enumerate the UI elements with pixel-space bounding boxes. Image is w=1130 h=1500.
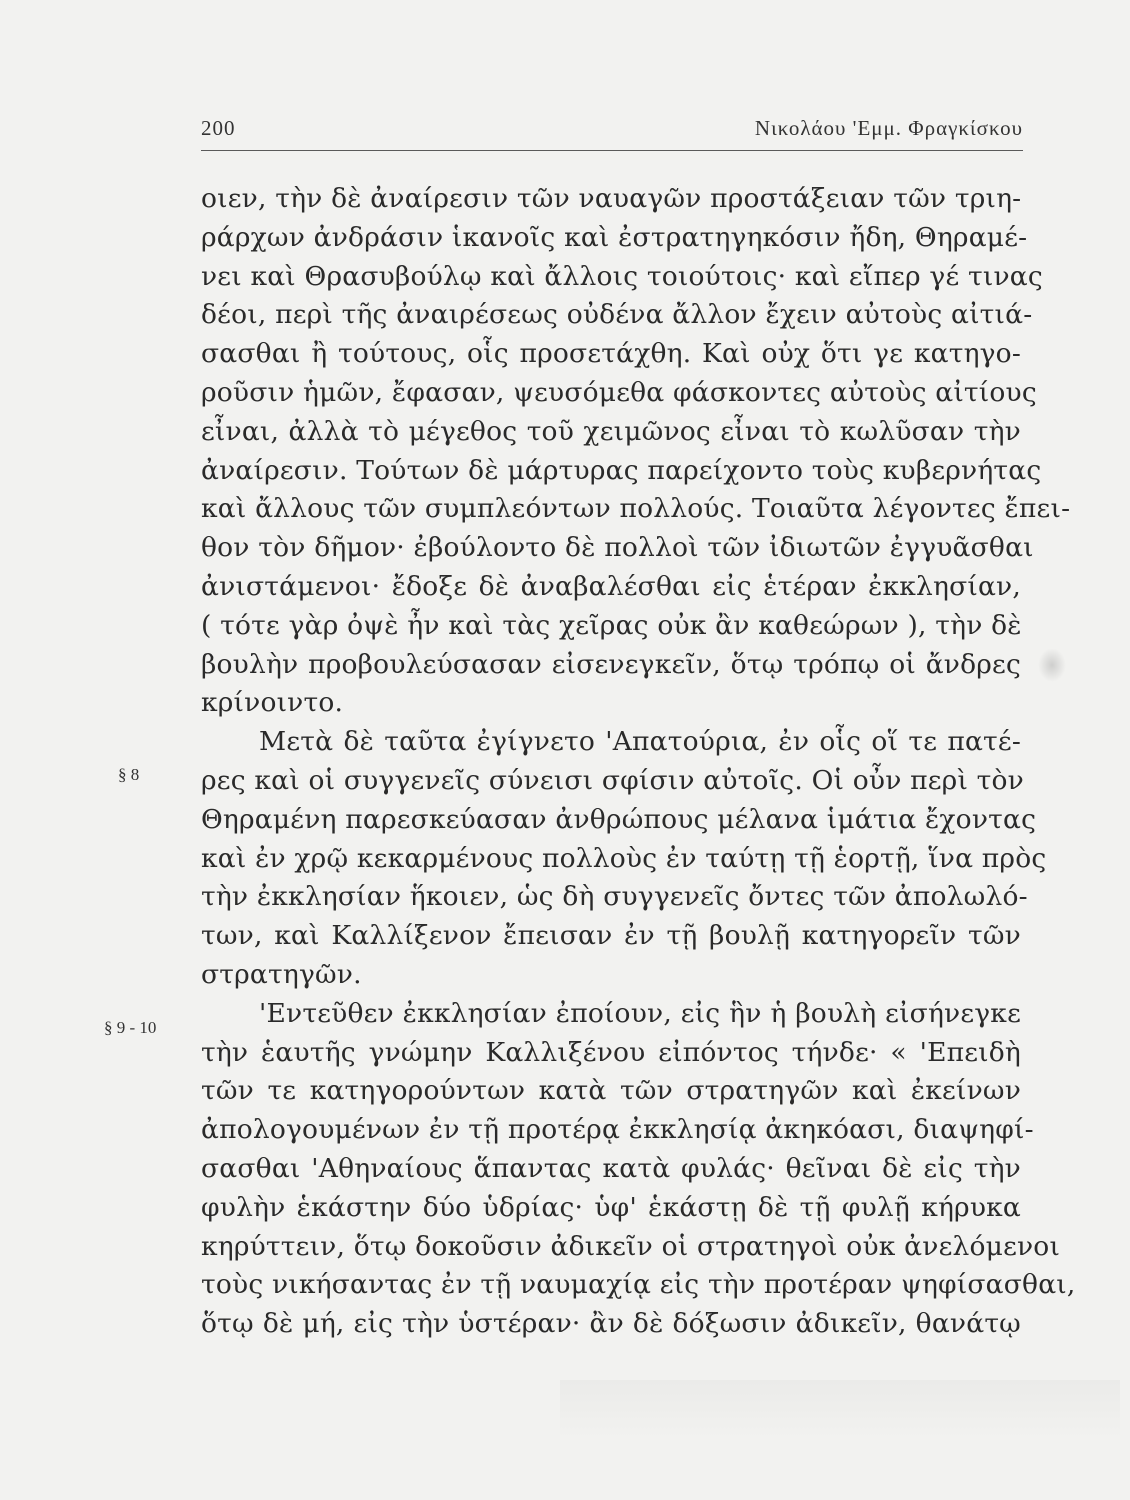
bleed-through-shadow	[560, 1380, 1120, 1440]
text-line: ράρχων ἀνδράσιν ἱκανοῖς καὶ ἐστρατηγηκόσιν ἤδη, Θηραμέ-	[201, 221, 1028, 253]
section-mark-9-10: § 9 - 10	[104, 1018, 157, 1037]
section-mark-8: § 8	[118, 765, 140, 784]
running-head: Νικολάου 'Εμμ. Φραγκίσκου	[754, 116, 1023, 140]
text-line: Θηραμένη παρεσκεύασαν ἀνθρώπους μέλανα ἱμάτια ἔχοντας	[201, 803, 1037, 835]
text-line: τοὺς νικήσαντας ἐν τῇ ναυμαχίᾳ εἰς τὴν προτέραν ψηφίσασθαι,	[201, 1269, 1076, 1301]
ink-smudge	[1038, 648, 1066, 682]
text-line: θον τὸν δῆμον· ἐβούλοντο δὲ πολλοὶ τῶν ἰδιωτῶν ἐγγυᾶσθαι	[201, 532, 1034, 564]
text-line: τῶν τε κατηγορούντων κατὰ τῶν στρατηγῶν καὶ ἐκείνων	[201, 1075, 1021, 1107]
text-line: φυλὴν ἑκάστην δύο ὑδρίας· ὑφ' ἑκάστῃ δὲ τῇ φυλῇ κήρυκα	[201, 1191, 1021, 1223]
text-line: νει καὶ Θρασυβούλῳ καὶ ἄλλοις τοιούτοις· καὶ εἴπερ γέ τινας	[201, 260, 1043, 292]
text-line: ἀναίρεσιν. Τούτων δὲ μάρτυρας παρείχοντο τοὺς κυβερνήτας	[201, 454, 1042, 486]
text-line: τὴν ἐκκλησίαν ἥκοιεν, ὡς δὴ συγγενεῖς ὄντες τῶν ἀπολωλό-	[201, 881, 1028, 913]
text-line: Μετὰ δὲ ταῦτα ἐγίγνετο 'Απατούρια, ἐν οἷς οἵ τε πατέ-	[259, 726, 1021, 758]
page-number: 200	[201, 116, 236, 140]
text-line: κηρύττειν, ὅτῳ δοκοῦσιν ἀδικεῖν οἱ στρατηγοὶ οὐκ ἀνελόμενοι	[201, 1230, 1061, 1262]
text-line: ὅτῳ δὲ μή, εἰς τὴν ὑστέραν· ἂν δὲ δόξωσιν ἀδικεῖν, θανάτῳ	[201, 1308, 1021, 1340]
text-line: δέοι, περὶ τῆς ἀναιρέσεως οὐδένα ἄλλον ἔχειν αὐτοὺς αἰτιά-	[201, 299, 1033, 331]
text-line: ρες καὶ οἱ συγγενεῖς σύνεισι σφίσιν αὐτοῖς. Οἱ οὖν περὶ τὸν	[201, 764, 1024, 796]
text-line: καὶ ἐν χρῷ κεκαρμένους πολλοὺς ἐν ταύτῃ τῇ ἑορτῇ, ἵνα πρὸς	[201, 842, 1047, 874]
text-line: βουλὴν προβουλεύσασαν εἰσενεγκεῖν, ὅτῳ τρόπῳ οἱ ἄνδρες	[201, 648, 1021, 680]
body-text	[201, 180, 1076, 1344]
text-line: εἶναι, ἀλλὰ τὸ μέγεθος τοῦ χειμῶνος εἶναι τὸ κωλῦσαν τὴν	[201, 415, 1021, 447]
text-line: των, καὶ Καλλίξενον ἔπεισαν ἐν τῇ βουλῇ κατηγορεῖν τῶν	[201, 920, 1021, 952]
text-line: κρίνοιντο.	[201, 687, 344, 719]
text-line: ροῦσιν ἡμῶν, ἔφασαν, ψευσόμεθα φάσκοντες αὐτοὺς αἰτίους	[201, 376, 1037, 408]
text-line: σασθαι 'Αθηναίους ἅπαντας κατὰ φυλάς· θεῖναι δὲ εἰς τὴν	[201, 1152, 1021, 1184]
text-line: σασθαι ἢ τούτους, οἷς προσετάχθη. Καὶ οὐχ ὅτι γε κατηγο-	[201, 338, 1021, 370]
header-rule	[201, 150, 1023, 151]
text-line: 'Εντεῦθεν ἐκκλησίαν ἐποίουν, εἰς ἣν ἡ βουλὴ εἰσήνεγκε	[259, 997, 1021, 1029]
text-line: ἀνιστάμενοι· ἔδοξε δὲ ἀναβαλέσθαι εἰς ἑτέραν ἐκκλησίαν,	[201, 570, 1021, 602]
text-line: ( τότε γὰρ ὀψὲ ἦν καὶ τὰς χεῖρας οὐκ ἂν καθεώρων ), τὴν δὲ	[201, 609, 1022, 641]
text-line: στρατηγῶν.	[201, 958, 362, 990]
page-header	[201, 116, 1023, 152]
text-line: καὶ ἄλλους τῶν συμπλεόντων πολλούς. Τοιαῦτα λέγοντες ἔπει-	[201, 493, 1071, 525]
text-line: ἀπολογουμένων ἐν τῇ προτέρᾳ ἐκκλησίᾳ ἀκηκόασι, διαψηφί-	[201, 1114, 1034, 1146]
text-line: οιεν, τὴν δὲ ἀναίρεσιν τῶν ναυαγῶν προστάξειαν τῶν τριη-	[201, 183, 1022, 214]
text-line: τὴν ἑαυτῆς γνώμην Καλλιξένου εἰπόντος τήνδε· « 'Επειδὴ	[201, 1036, 1021, 1068]
